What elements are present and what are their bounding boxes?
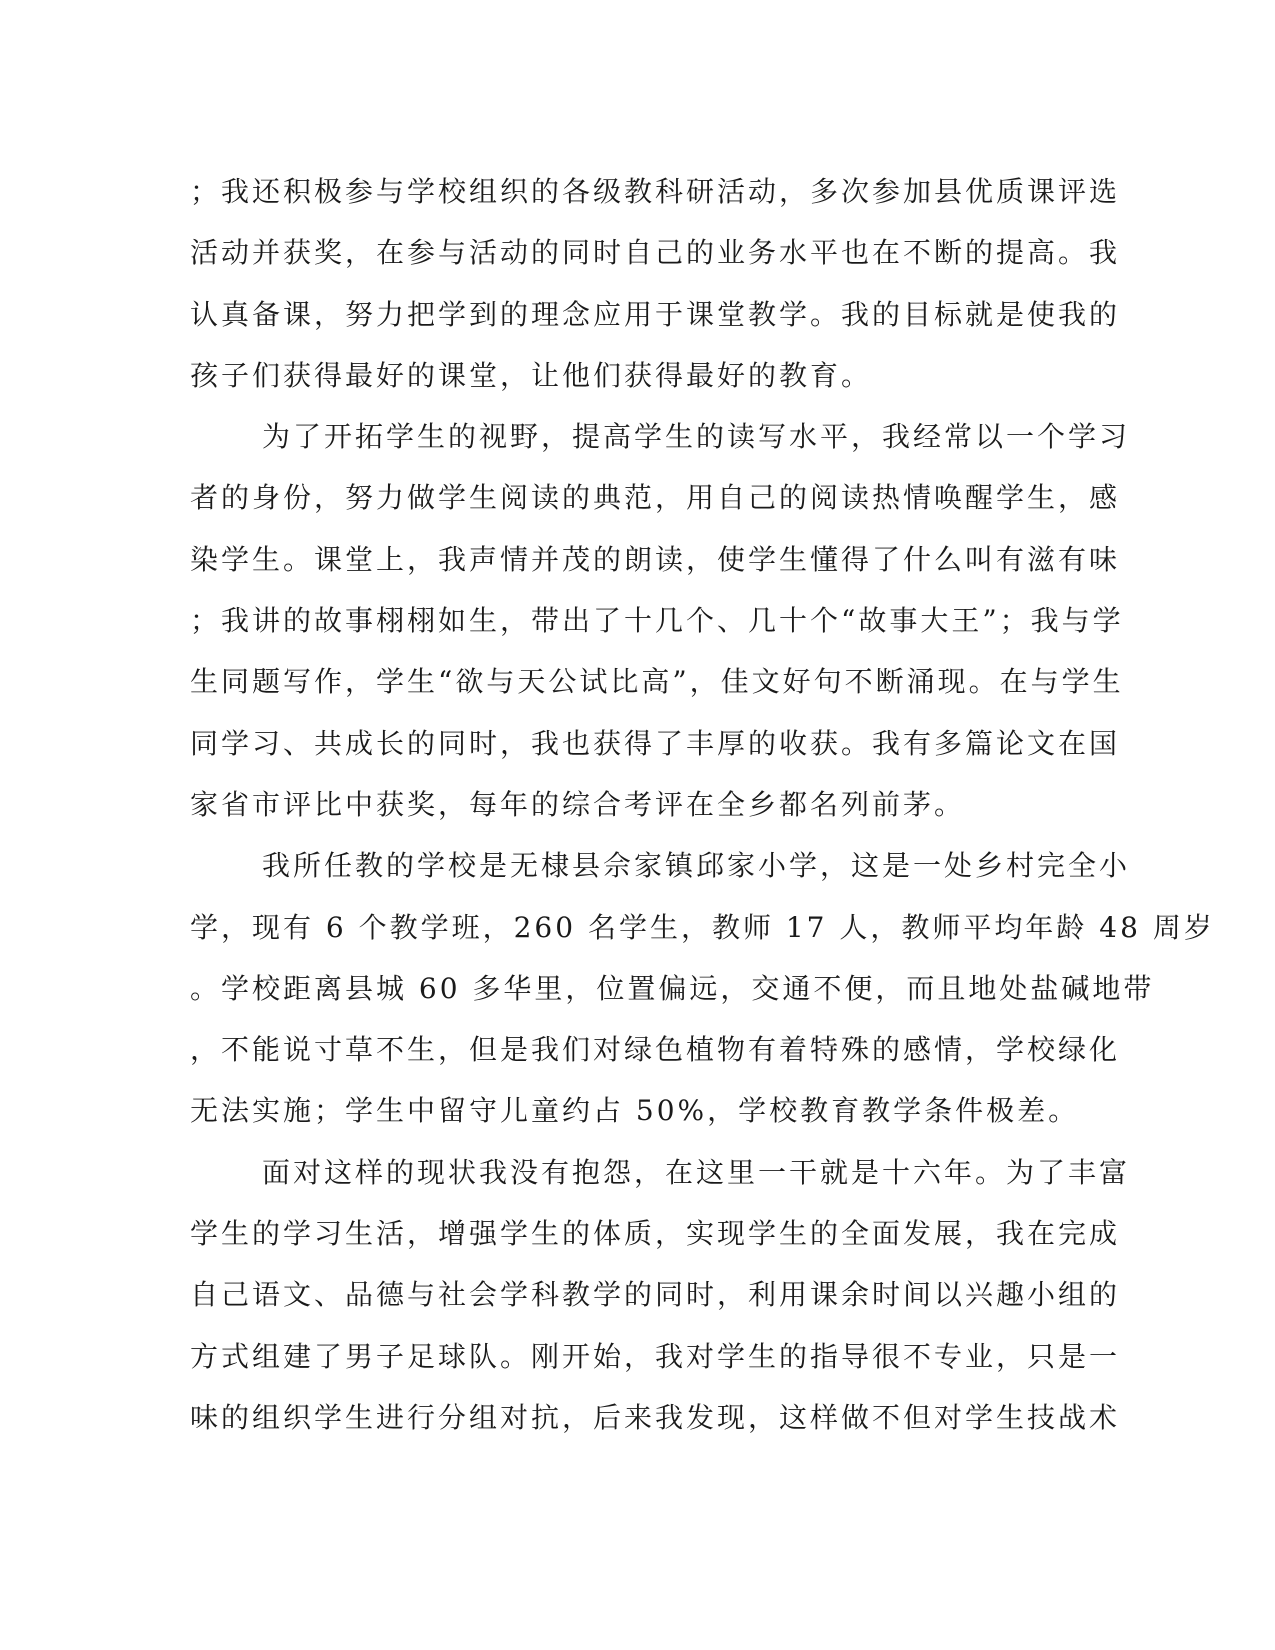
text-line: 染学生。课堂上，我声情并茂的朗读，使学生懂得了什么叫有滋有味 bbox=[190, 542, 1121, 576]
text-line: 同学习、共成长的同时，我也获得了丰厚的收获。我有多篇论文在国 bbox=[190, 726, 1121, 760]
text-line: 生同题写作，学生“欲与天公试比高”，佳文好句不断涌现。在与学生 bbox=[190, 665, 1124, 699]
text-line: 味的组织学生进行分组对抗，后来我发现，这样做不但对学生技战术 bbox=[190, 1400, 1121, 1434]
text-line: 认真备课，努力把学到的理念应用于课堂教学。我的目标就是使我的 bbox=[190, 297, 1121, 331]
text-line: 学生的学习生活，增强学生的体质，实现学生的全面发展，我在完成 bbox=[190, 1217, 1121, 1251]
text-line: 家省市评比中获奖，每年的综合考评在全乡都名列前茅。 bbox=[190, 787, 966, 821]
text-line: ；我讲的故事栩栩如生，带出了十几个、几十个“故事大王”；我与学 bbox=[190, 604, 1124, 638]
text-line: 方式组建了男子足球队。刚开始，我对学生的指导很不专业，只是一 bbox=[190, 1339, 1121, 1373]
text-line: 者的身份，努力做学生阅读的典范，用自己的阅读热情唤醒学生，感 bbox=[190, 481, 1121, 515]
text-line: ，不能说寸草不生，但是我们对绿色植物有着特殊的感情，学校绿化 bbox=[190, 1033, 1121, 1067]
text-line: 学，现有 6 个教学班，260 名学生，教师 17 人，教师平均年龄 48 周岁 bbox=[190, 910, 1215, 944]
text-line: ；我还积极参与学校组织的各级教科研活动，多次参加县优质课评选 bbox=[190, 175, 1121, 208]
text-line: 自己语文、品德与社会学科教学的同时，利用课余时间以兴趣小组的 bbox=[190, 1278, 1121, 1312]
text-line: 。学校距离县城 60 多华里，位置偏远，交通不便，而且地处盐碱地带 bbox=[190, 971, 1155, 1005]
paragraph-first-line: 面对这样的现状我没有抱怨，在这里一干就是十六年。为了丰富 bbox=[262, 1155, 1131, 1189]
body-text bbox=[190, 161, 1215, 1448]
text-line: 活动并获奖，在参与活动的同时自己的业务水平也在不断的提高。我 bbox=[190, 236, 1121, 270]
paragraph-first-line: 为了开拓学生的视野，提高学生的读写水平，我经常以一个学习 bbox=[262, 420, 1131, 454]
text-line: 无法实施；学生中留守儿童约占 50%，学校教育教学条件极差。 bbox=[190, 1094, 1080, 1128]
text-line: 孩子们获得最好的课堂，让他们获得最好的教育。 bbox=[190, 358, 873, 392]
paragraph-first-line: 我所任教的学校是无棣县佘家镇邱家小学，这是一处乡村完全小 bbox=[262, 849, 1131, 883]
